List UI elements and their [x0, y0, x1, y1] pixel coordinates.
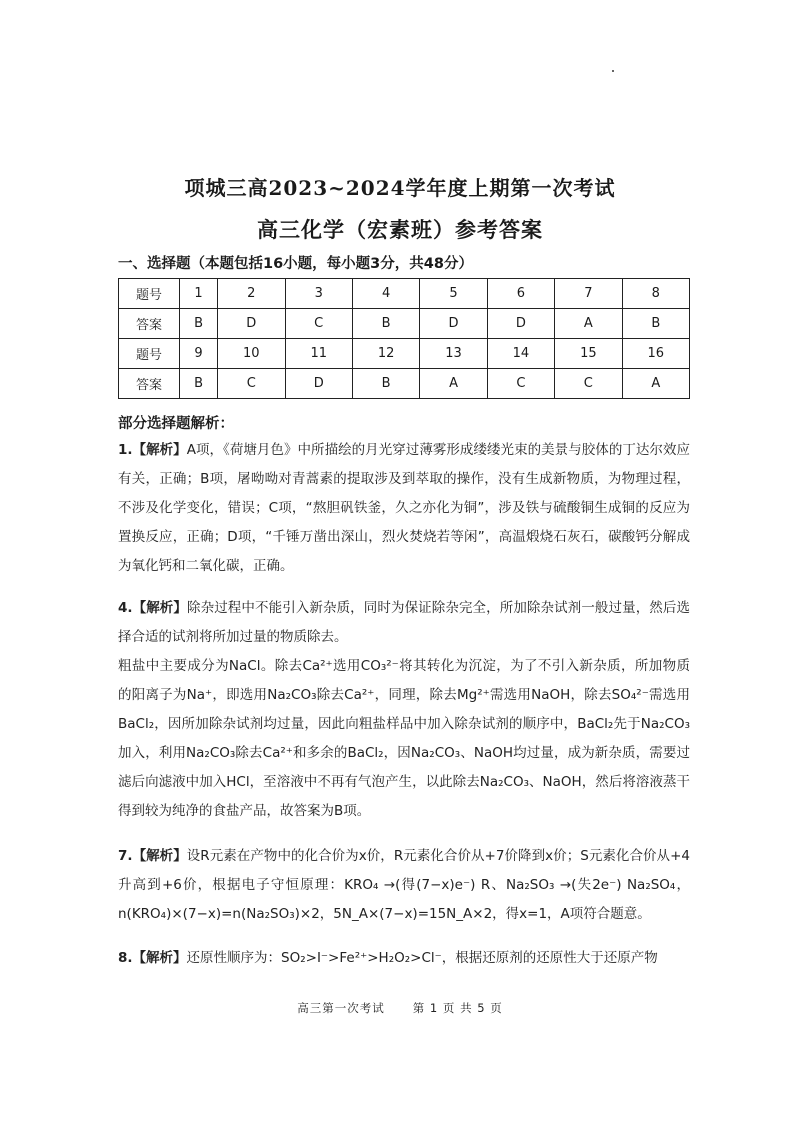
question-number: 4 [352, 279, 419, 309]
answer-cell: B [352, 369, 419, 399]
analysis-text: 设R元素在产物中的化合价为x价，R元素化合价从+7价降到x价；S元素化合价从+4升高到+6价，根据电子守恒原理：KRO₄ →(得(7−x)e⁻) R、Na₂SO₃ →(失2e⁻) Na₂SO₄，n(KRO₄)×(7−x)=n(Na₂SO₃)×2，5N_A×(7−x)=15N_A×2，得x=1，A项符合题意。 [118, 848, 690, 922]
answer-cell: B [352, 309, 419, 339]
row-label: 题号 [119, 339, 180, 369]
exam-title: 项城三高2023~2024学年度上期第一次考试 [184, 176, 616, 200]
answer-cell: D [487, 309, 554, 339]
question-number: 14 [487, 339, 554, 369]
question-number: 8 [622, 279, 689, 309]
answer-cell: C [487, 369, 554, 399]
answer-cell: B [622, 309, 689, 339]
scan-speck [612, 70, 614, 72]
analysis-text: 粗盐中主要成分为NaCl。除去Ca²⁺选用CO₃²⁻将其转化为沉淀，为了不引入新杂质，所加物质的阳离子为Na⁺，即选用Na₂CO₃除去Ca²⁺，同理，除去Mg²⁺需选用NaOH，除去SO₄²⁻需选用BaCl₂，因所加除杂试剂均过量，因此向粗盐样品中加入除杂试剂的顺序中，BaCl₂先于Na₂CO₃加入，利用Na₂CO₃除去Ca²⁺和多余的BaCl₂，因Na₂CO₃、NaOH均过量，成为新杂质，需要过滤后向滤液中加入HCl，至溶液中不再有气泡产生，以此除去Na₂CO₃、NaOH，然后将溶液蒸干得到较为纯净的食盐产品，故答案为B项。 [118, 658, 690, 819]
analysis-text: 除杂过程中不能引入新杂质，同时为保证除杂完全，所加除杂试剂一般过量，然后选择合适的试剂将所加过量的物质除去。 [118, 600, 690, 645]
question-number: 12 [352, 339, 419, 369]
analysis-heading: 部分选择题解析： [118, 416, 234, 432]
table-row [119, 309, 690, 339]
answer-cell: D [218, 309, 285, 339]
answer-cell: B [180, 309, 218, 339]
question-number: 16 [622, 339, 689, 369]
footer-page-number: 第 1 页 共 5 页 [412, 1001, 503, 1015]
analysis-item-1 [118, 436, 690, 581]
analysis-text: A项，《荷塘月色》中所描绘的月光穿过薄雾形成缕缕光束的美景与胶体的丁达尔效应有关，正确；B项，屠呦呦对青蒿素的提取涉及到萃取的操作，没有生成新物质，为物理过程，不涉及化学变化，错误；C项，“熬胆矾铁釜，久之亦化为铜”，涉及铁与硫酸铜生成铜的反应为置换反应，正确；D项，“千锤万凿出深山，烈火焚烧若等闲”，高温煅烧石灰石，碳酸钙分解成为氧化钙和二氧化碳，正确。 [118, 442, 690, 574]
page-footer [0, 1000, 800, 1016]
answer-cell: A [555, 309, 622, 339]
row-label: 答案 [119, 369, 180, 399]
answer-cell: C [285, 309, 352, 339]
row-label: 答案 [119, 309, 180, 339]
analysis-item-8 [118, 944, 690, 973]
answer-cell: C [218, 369, 285, 399]
analysis-text: 还原性顺序为：SO₂>I⁻>Fe²⁺>H₂O₂>Cl⁻，根据还原剂的还原性大于还原产物 [186, 950, 658, 966]
answer-cell: A [622, 369, 689, 399]
answer-cell: A [420, 369, 487, 399]
analysis-tag: 7.【解析】 [118, 848, 187, 864]
table-row [119, 339, 690, 369]
question-number: 5 [420, 279, 487, 309]
answer-cell: B [180, 369, 218, 399]
question-number: 9 [180, 339, 218, 369]
row-label: 题号 [119, 279, 180, 309]
answer-cell: D [285, 369, 352, 399]
question-number: 3 [285, 279, 352, 309]
analysis-tag: 4.【解析】 [118, 600, 188, 616]
question-number: 11 [285, 339, 352, 369]
question-number: 13 [420, 339, 487, 369]
answer-cell: D [420, 309, 487, 339]
analysis-tag: 8.【解析】 [118, 950, 187, 966]
answer-table [118, 278, 690, 399]
analysis-tag: 1.【解析】 [118, 442, 187, 458]
question-number: 10 [218, 339, 285, 369]
question-number: 2 [218, 279, 285, 309]
question-number: 7 [555, 279, 622, 309]
question-number: 6 [487, 279, 554, 309]
section-heading: 一、选择题（本题包括16小题，每小题3分，共48分） [118, 256, 473, 272]
exam-subtitle: 高三化学（宏素班）参考答案 [257, 217, 543, 242]
question-number: 15 [555, 339, 622, 369]
answer-cell: C [555, 369, 622, 399]
table-row [119, 279, 690, 309]
question-number: 1 [180, 279, 218, 309]
analysis-item-4-continued [118, 652, 690, 826]
table-row [119, 369, 690, 399]
analysis-item-4 [118, 594, 690, 652]
analysis-item-7 [118, 842, 690, 929]
footer-exam-name: 高三第一次考试 [297, 1001, 385, 1015]
